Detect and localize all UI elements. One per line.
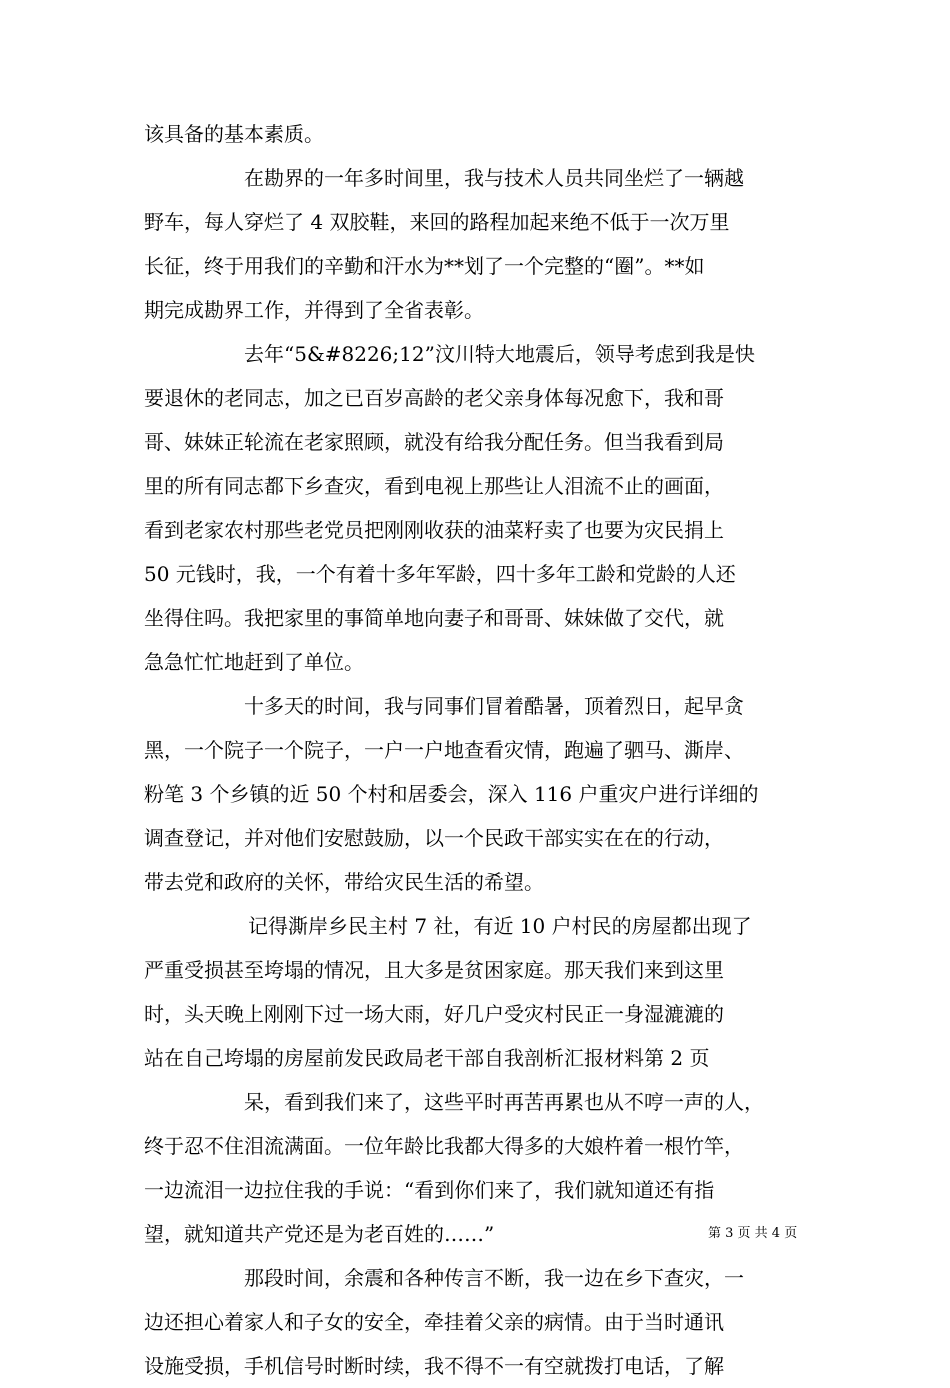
text-line: 严重受损甚至垮塌的情况，且大多是贫困家庭。那天我们来到这里 bbox=[144, 958, 724, 982]
text-line: 要退休的老同志，加之已百岁高龄的老父亲身体每况愈下，我和哥 bbox=[144, 386, 724, 410]
text-line: 期完成勘界工作，并得到了全省表彰。 bbox=[144, 298, 484, 322]
text-line: 急急忙忙地赶到了单位。 bbox=[144, 650, 364, 674]
text-line: 看到老家农村那些老党员把刚刚收获的油菜籽卖了也要为灾民捐上 bbox=[144, 518, 724, 542]
text-line: 调查登记，并对他们安慰鼓励，以一个民政干部实实在在的行动， bbox=[144, 826, 724, 850]
paragraph-start-line: 在勘界的一年多时间里，我与技术人员共同坐烂了一辆越 bbox=[244, 166, 744, 190]
text-line: 长征，终于用我们的辛勤和汗水为**划了一个完整的“圈”。**如 bbox=[144, 254, 705, 278]
document-body bbox=[144, 112, 814, 1388]
text-line: 野车，每人穿烂了 4 双胶鞋，来回的路程加起来绝不低于一次万里 bbox=[144, 210, 730, 234]
text-line: 站在自己垮塌的房屋前发民政局老干部自我剖析汇报材料第 2 页 bbox=[144, 1046, 710, 1070]
text-line: 带去党和政府的关怀，带给灾民生活的希望。 bbox=[144, 870, 544, 894]
paragraph-start-line: 那段时间，余震和各种传言不断，我一边在乡下查灾，一 bbox=[244, 1266, 744, 1290]
text-line: 粉笔 3 个乡镇的近 50 个村和居委会，深入 116 户重灾户进行详细的 bbox=[144, 782, 759, 806]
paragraph-start-line: 呆，看到我们来了，这些平时再苦再累也从不哼一声的人， bbox=[244, 1090, 764, 1114]
paragraph-start-line: 记得澌岸乡民主村 7 社，有近 10 户村民的房屋都出现了 bbox=[248, 914, 752, 938]
text-line: 时，头天晚上刚刚下过一场大雨，好几户受灾村民正一身湿漉漉的 bbox=[144, 1002, 724, 1026]
paragraph-start-line: 去年“5&#8226;12”汶川特大地震后，领导考虑到我是快 bbox=[244, 342, 755, 366]
text-line: 边还担心着家人和子女的安全，牵挂着父亲的病情。由于当时通讯 bbox=[144, 1310, 724, 1334]
page-number: 第 3 页 共 4 页 bbox=[708, 1226, 798, 1241]
text-line: 终于忍不住泪流满面。一位年龄比我都大得多的大娘杵着一根竹竿， bbox=[144, 1134, 744, 1158]
paragraph-start-line: 十多天的时间，我与同事们冒着酷暑，顶着烈日，起早贪 bbox=[244, 694, 744, 718]
text-line: 里的所有同志都下乡查灾，看到电视上那些让人泪流不止的画面， bbox=[144, 474, 724, 498]
text-line: 哥、妹妹正轮流在老家照顾，就没有给我分配任务。但当我看到局 bbox=[144, 430, 724, 454]
text-line: 望，就知道共产党还是为老百姓的……” bbox=[144, 1222, 495, 1246]
text-line: 该具备的基本素质。 bbox=[144, 122, 324, 146]
text-line: 一边流泪一边拉住我的手说：“看到你们来了，我们就知道还有指 bbox=[144, 1178, 715, 1202]
text-line: 设施受损，手机信号时断时续，我不得不一有空就拨打电话，了解 bbox=[144, 1354, 724, 1378]
text-line: 坐得住吗。我把家里的事简单地向妻子和哥哥、妹妹做了交代，就 bbox=[144, 606, 724, 630]
text-line: 50 元钱时，我，一个有着十多年军龄，四十多年工龄和党龄的人还 bbox=[144, 562, 736, 586]
text-line: 黑，一个院子一个院子，一户一户地查看灾情，跑遍了驷马、澌岸、 bbox=[144, 738, 744, 762]
